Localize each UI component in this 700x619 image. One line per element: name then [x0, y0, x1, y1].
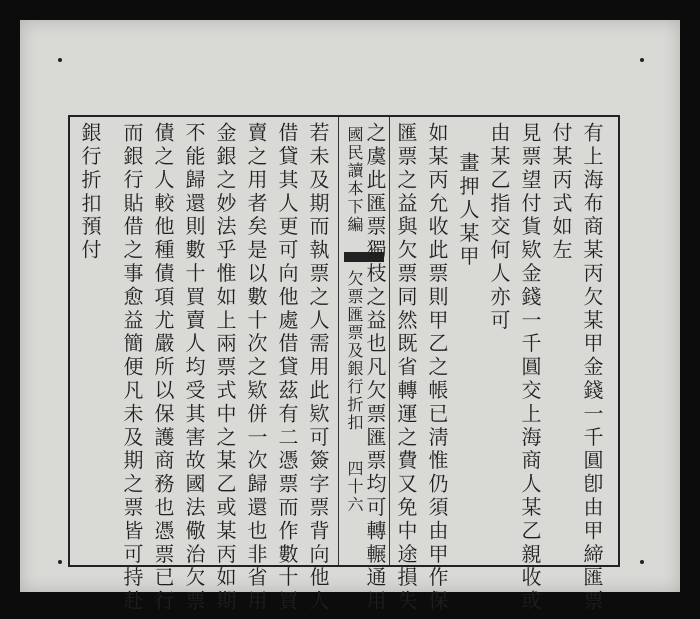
text-column: 若未及期而執票之人需用此欵可簽字票背向他人	[306, 122, 330, 614]
text-column: 借貸其人更可向他處借貸茲有二憑票而作數十買	[275, 122, 299, 614]
text-column: 之虞此匯票獨枝之益也凡欠票匯票均可轉輾通用	[363, 122, 387, 614]
pin-hole	[58, 58, 62, 62]
text-column: 不能歸還則數十買賣人均受其害故國法儆治欠票	[182, 122, 206, 614]
pin-hole	[58, 560, 62, 564]
text-column: 如某丙允收此票則甲乙之帳已淸惟仍須由甲作保	[425, 122, 449, 614]
text-column: 金銀之妙法乎惟如上兩票式中之某乙或某丙如期	[213, 122, 237, 614]
text-column: 由某乙指交何人亦可	[487, 122, 511, 333]
text-column: 銀行折扣預付	[78, 122, 102, 263]
text-column: 見票望付貨欵金錢一千圓交上海商人某乙親收或	[518, 122, 542, 614]
text-column: 賣之用者矣是以數十次之欵併一次歸還也非省用	[244, 122, 268, 614]
book-page	[20, 20, 680, 614]
text-column: 而銀行貼借之事愈益簡便凡未及期之票皆可持赴	[120, 122, 144, 614]
text-column: 付某丙式如左	[549, 122, 573, 263]
text-column: 債之人較他種債項尤嚴所以保護商務也憑票已行	[151, 122, 175, 614]
text-column: 有上海布商某丙欠某甲金錢一千圓卽由甲締匯票	[580, 122, 604, 614]
pin-hole	[640, 58, 644, 62]
pin-hole	[640, 560, 644, 564]
section-title: 欠票匯票及銀行折扣	[345, 270, 364, 432]
page-number: 四十六	[345, 460, 364, 514]
text-column: 匯票之益與欠票同然既省轉運之費又免中途損失	[394, 122, 418, 614]
text-column: 畫押人某甲	[456, 152, 480, 269]
book-title: 國民讀本下編	[345, 126, 364, 234]
